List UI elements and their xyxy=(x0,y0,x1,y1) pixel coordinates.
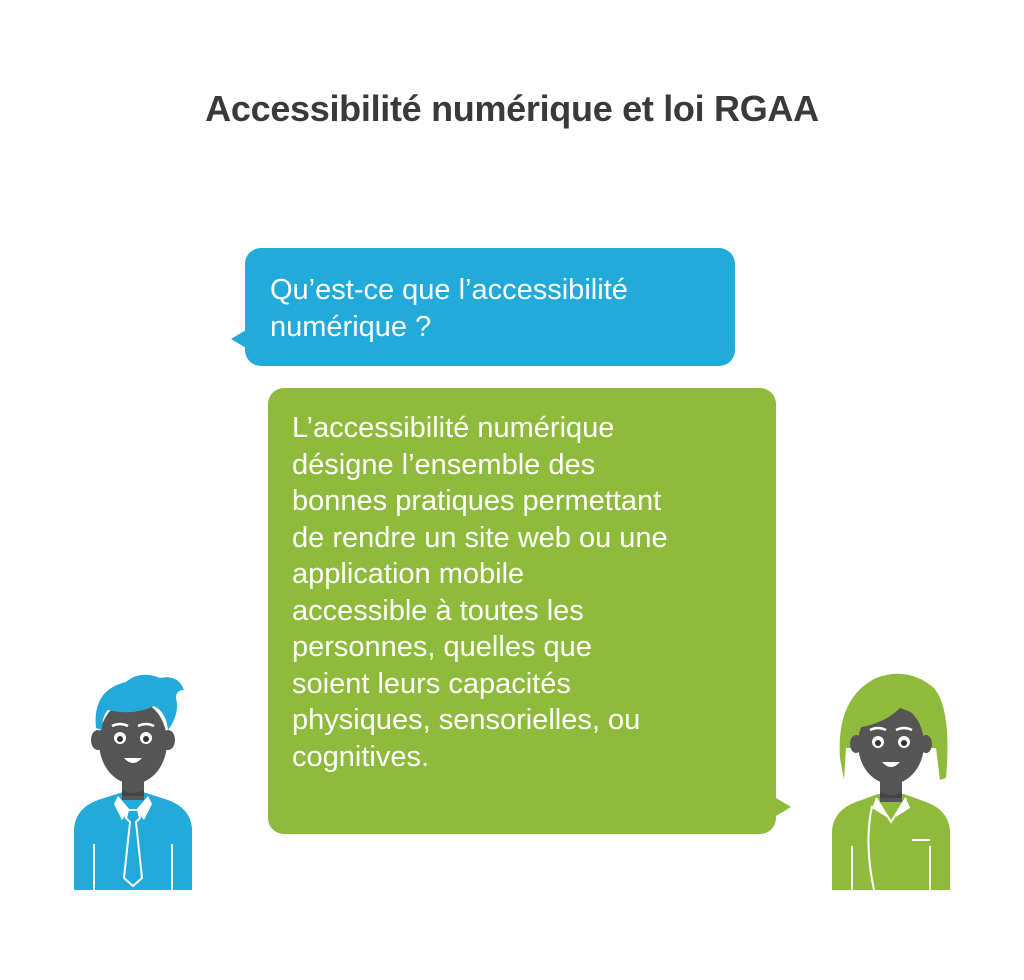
page-title: Accessibilité numérique et loi RGAA xyxy=(205,88,819,129)
answer-bubble xyxy=(268,388,776,834)
woman-avatar-icon xyxy=(826,668,956,890)
question-text: Qu’est-ce que l’accessibilité numérique ? xyxy=(270,274,628,343)
question-bubble xyxy=(245,248,735,366)
answer-text: L’accessibilité numérique désigne l’ensemble des bonnes pratiques permettant de rendre un site web ou une application mobile accessible à toutes les personnes, quelles que soient leurs capacités physiques, sensorielles, ou cognitives. xyxy=(292,412,668,773)
man-avatar-icon xyxy=(68,668,198,890)
